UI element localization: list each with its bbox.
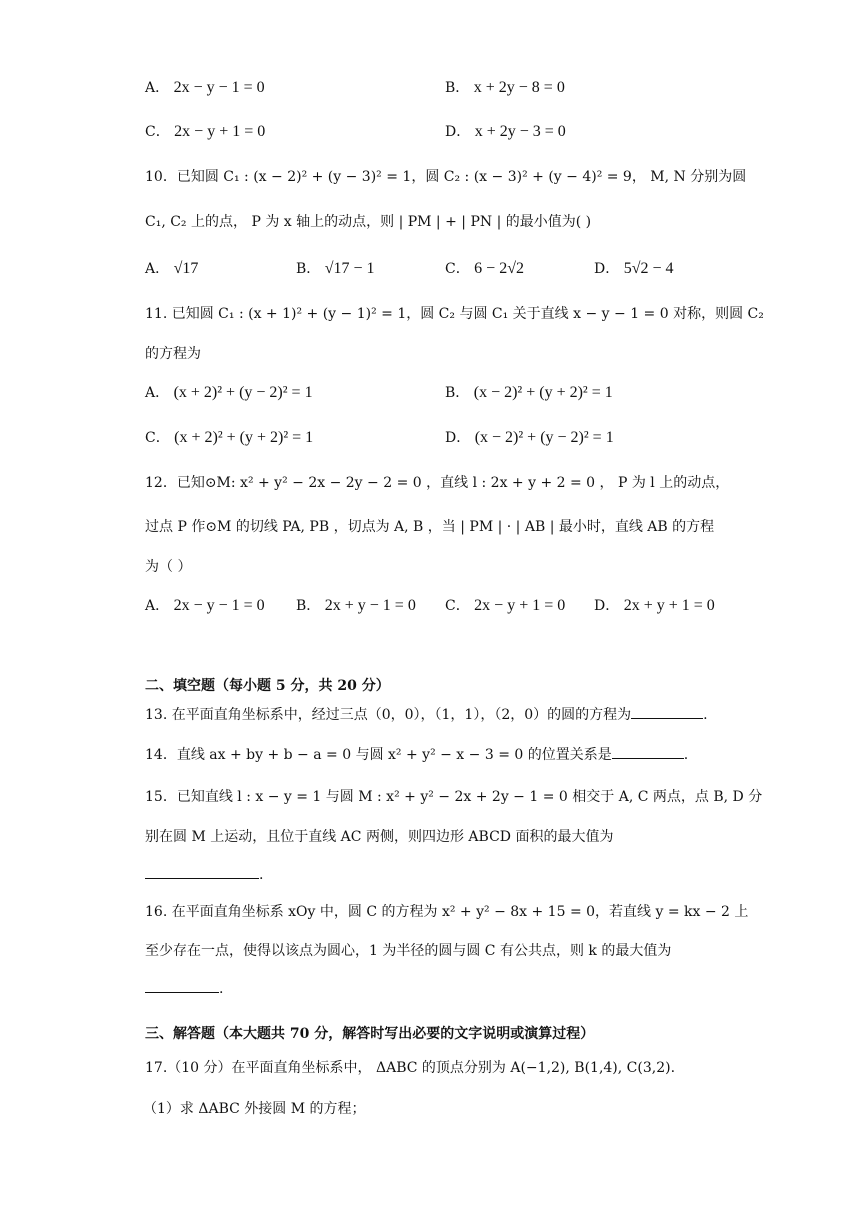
q12-stem-line3: 为（ ） — [145, 559, 192, 575]
section-heading-fill-in: 二、填空题（每小题 5 分，共 20 分） — [145, 678, 390, 694]
q10-option-c — [445, 258, 524, 280]
q16-end: . — [219, 981, 224, 997]
option-text: √17 − 1 — [324, 260, 375, 277]
q15-line2: 别在圆 M 上运动，且位于直线 AC 两侧，则四边形 ABCD 面积的最大值为 — [145, 829, 614, 845]
option-text: (x + 2)² + (y − 2)² = 1 — [173, 384, 313, 401]
option-letter: A． — [145, 80, 170, 96]
q9-option-c — [145, 121, 265, 143]
option-text: 2x + y + 1 = 0 — [623, 597, 715, 614]
q11-option-d — [445, 427, 614, 449]
q17-part1: （1）求 ΔABC 外接圆 M 的方程； — [143, 1101, 366, 1117]
option-text: (x − 2)² + (y − 2)² = 1 — [474, 429, 614, 446]
option-text: x + 2y − 8 = 0 — [473, 79, 565, 96]
q12-option-a — [145, 595, 265, 617]
option-letter: D． — [594, 598, 620, 614]
option-letter: D． — [445, 430, 471, 446]
q9-option-d — [445, 121, 566, 143]
q10-stem-line2: C₁, C₂ 上的点， P 为 x 轴上的动点，则 | PM | + | PN | 的最小值为( ) — [145, 214, 592, 230]
option-letter: C． — [445, 261, 470, 277]
q13 — [145, 702, 708, 726]
option-letter: B． — [296, 261, 321, 277]
option-text: 2x − y − 1 = 0 — [173, 597, 265, 614]
option-letter: C． — [145, 430, 170, 446]
answer-blank[interactable] — [145, 862, 259, 879]
answer-blank[interactable] — [612, 742, 684, 759]
q17-line1: 17.（10 分）在平面直角坐标系中， ΔABC 的顶点分别为 A(−1,2), B(1,4), C(3,2). — [145, 1060, 676, 1076]
q11-option-c — [145, 427, 313, 449]
option-letter: B． — [445, 385, 470, 401]
option-text: (x − 2)² + (y + 2)² = 1 — [473, 384, 613, 401]
q12-stem-line2: 过点 P 作⊙M 的切线 PA, PB ，切点为 A, B ，当 | PM | · | AB | 最小时，直线 AB 的方程 — [145, 519, 715, 535]
option-letter: C． — [145, 124, 170, 140]
q10-option-d — [594, 258, 674, 280]
option-letter: D． — [445, 124, 471, 140]
option-text: 2x − y + 1 = 0 — [174, 123, 266, 140]
option-letter: B． — [296, 598, 321, 614]
q11-option-a — [145, 382, 313, 404]
q9-option-a — [145, 77, 265, 99]
option-text: 2x − y − 1 = 0 — [173, 79, 265, 96]
option-letter: A． — [145, 598, 170, 614]
q12-option-d — [594, 595, 715, 617]
q13-end: . — [703, 707, 708, 723]
option-text: (x + 2)² + (y + 2)² = 1 — [174, 429, 314, 446]
option-letter: D． — [594, 261, 620, 277]
option-text: 6 − 2√2 — [474, 260, 524, 277]
option-text: 2x − y + 1 = 0 — [474, 597, 566, 614]
q15-line1: 15．已知直线 l : x − y = 1 与圆 M : x² + y² − 2x + 2y − 1 = 0 相交于 A, C 两点，点 B, D 分 — [145, 789, 763, 805]
q10-stem-line1: 10．已知圆 C₁ : (x − 2)² + (y − 3)² = 1，圆 C₂ : (x − 3)² + (y − 4)² = 9， M, N 分别为圆 — [145, 169, 747, 185]
option-letter: B． — [445, 80, 470, 96]
section-heading-solutions: 三、解答题（本大题共 70 分，解答时写出必要的文字说明或演算过程） — [145, 1026, 595, 1042]
q10-option-b — [296, 258, 375, 280]
q16-answer — [145, 976, 223, 1000]
option-text: 2x + y − 1 = 0 — [324, 597, 416, 614]
q11-stem-line2: 的方程为 — [145, 346, 201, 362]
q14 — [145, 742, 688, 766]
q11-option-b — [445, 382, 613, 404]
option-letter: A． — [145, 261, 170, 277]
q14-end: . — [683, 747, 689, 763]
answer-blank[interactable] — [145, 976, 219, 993]
q12-option-c — [445, 595, 565, 617]
option-letter: C． — [445, 598, 470, 614]
q16-line1: 16. 在平面直角坐标系 xOy 中，圆 C 的方程为 x² + y² − 8x + 15 = 0，若直线 y = kx − 2 上 — [145, 904, 749, 920]
q10-option-a — [145, 258, 198, 280]
q12-option-b — [296, 595, 416, 617]
q15-answer — [145, 862, 263, 886]
q9-option-b — [445, 77, 565, 99]
option-text: x + 2y − 3 = 0 — [474, 123, 566, 140]
q14-text: 14．直线 ax + by + b − a = 0 与圆 x² + y² − x − 3 = 0 的位置关系是 — [145, 747, 612, 763]
q13-text: 13. 在平面直角坐标系中，经过三点（0，0），（1，1），（2，0）的圆的方程为 — [145, 707, 632, 723]
option-letter: A． — [145, 385, 170, 401]
q12-stem-line1: 12．已知⊙M: x² + y² − 2x − 2y − 2 = 0 ，直线 l : 2x + y + 2 = 0 ， P 为 l 上的动点， — [145, 475, 730, 491]
q15-end: . — [259, 867, 264, 883]
q16-line2: 至少存在一点，使得以该点为圆心，1 为半径的圆与圆 C 有公共点，则 k 的最大值为 — [145, 943, 672, 959]
option-text: 5√2 − 4 — [623, 260, 674, 277]
answer-blank[interactable] — [631, 702, 703, 719]
option-text: √17 — [173, 260, 199, 277]
q11-stem-line1: 11. 已知圆 C₁ : (x + 1)² + (y − 1)² = 1，圆 C₂ 与圆 C₁ 关于直线 x − y − 1 = 0 对称，则圆 C₂ — [145, 306, 764, 322]
